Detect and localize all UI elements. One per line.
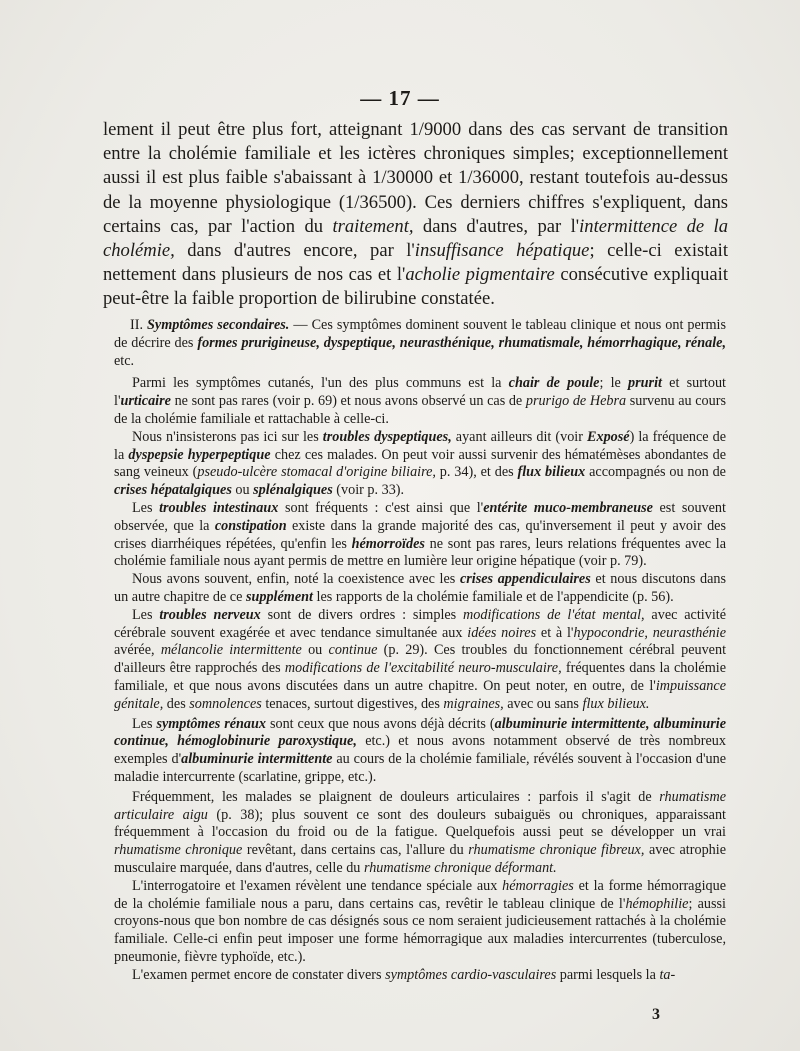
text-run: Nous n'insisterons pas ici sur les	[132, 428, 323, 445]
text-run: ou	[301, 642, 329, 659]
paragraph-cutaneous	[114, 375, 726, 428]
italic-run: mélancolie intermittente	[160, 642, 302, 659]
text-run: et nous discutons dans un autre chapitre de ce	[114, 571, 727, 605]
paragraph-hemorrhagic	[114, 878, 726, 967]
italic-run: modifications de l'excitabilité neuro-musculaire,	[284, 660, 562, 677]
italic-run: formes prurigineuse, dyspeptique, neurasthénique, rhumatismale, hémorrhagique, rénale,	[197, 334, 726, 351]
italic-run: troubles intestinaux	[159, 499, 279, 516]
text-run: (voir p. 33).	[332, 482, 405, 499]
italic-run: rhumatisme chronique déformant.	[363, 859, 557, 876]
text-run: ne sont pas rares, leurs relations fréquentes avec la cholémie familiale nous ayant permis de mettre en lumière leur origine hépatique (voir p. 79).	[114, 535, 726, 570]
text-run: consécutive expliquait peut-être la faible proportion de bilirubine constatée.	[103, 264, 728, 310]
text-run: est souvent observée, que la	[114, 499, 726, 534]
text-run: dans d'autres encore, par l'	[174, 240, 415, 262]
text-run: Les	[132, 499, 160, 516]
text-run: avec activité cérébrale souvent exagérée et avec tendance simultanée aux	[114, 606, 726, 641]
italic-run: rhumatisme chronique	[114, 842, 243, 859]
italic-run: albuminurie intermittente, albuminurie continue, hémoglobinurie paroxystique,	[114, 715, 726, 750]
paragraph-intestinal	[114, 500, 726, 571]
italic-run: idées noires	[467, 624, 537, 641]
italic-run: rhumatisme chronique fibreux,	[468, 842, 645, 859]
italic-run: splénalgiques	[253, 482, 333, 499]
paragraph-nervous	[114, 607, 726, 714]
intro-paragraph	[103, 118, 728, 312]
italic-run: chair de poule	[508, 375, 600, 392]
italic-run: Exposé	[587, 428, 630, 445]
italic-run: crises appendiculaires	[459, 571, 591, 588]
intro-text	[103, 118, 728, 312]
italic-run: prurit	[628, 375, 662, 392]
italic-run: hémophilie	[625, 895, 689, 912]
text-run: tenaces, surtout digestives, des	[261, 695, 444, 712]
text-run: dans d'autres, par l'	[413, 215, 580, 237]
body-text	[114, 317, 726, 984]
text-run: ; celle-ci existait nettement dans plusieurs de nos cas et l'	[103, 240, 728, 286]
italic-run: rhumatisme articulaire aigu	[114, 788, 726, 823]
paragraph-appendicular	[114, 571, 726, 607]
italic-run: traitement,	[332, 215, 414, 237]
text-run: ayant ailleurs dit (voir	[451, 428, 588, 445]
paragraph-renal	[114, 716, 726, 787]
text-run: p. 34), et des	[435, 464, 518, 481]
text-run: survenu au cours de la cholémie familiale et rattachable à celle-ci.	[114, 393, 726, 427]
text-run: avérée,	[114, 642, 161, 659]
italic-run: hémorroïdes	[351, 535, 425, 552]
italic-run: flux bilieux	[517, 464, 586, 481]
signature-mark: 3	[652, 1006, 660, 1023]
text-run: existe dans la grande majorité des cas, qu'inversement il peut y avoir des crises diarrhéiques répétées, qu'enfin les	[114, 517, 726, 552]
italic-run: hémorragies	[502, 877, 574, 894]
text-run: — Ces symptômes dominent souvent le tableau clinique et nous ont permis de décrire des	[114, 317, 727, 351]
text-run: sont ceux que nous avons déjà décrits (	[266, 715, 495, 732]
italic-run: prurigo de Hebra	[525, 393, 627, 410]
italic-run: albuminurie intermittente	[181, 751, 333, 768]
italic-run: pseudo-ulcère stomacal d'origine biliaire,	[197, 464, 436, 481]
text-run: et surtout l'	[114, 375, 726, 410]
text-run: (p. 38); plus souvent ce sont des douleurs subaiguës ou chroniques, apparaissant fréquemment à l'occasion du froid ou de la fatigue. Quelquefois aussi peut se développer un vrai	[114, 806, 726, 841]
text-run: Parmi les symptômes cutanés, l'un des plus communs est la	[132, 375, 509, 392]
text-run: Les	[132, 715, 157, 732]
italic-run: impuissance génitale,	[114, 677, 726, 712]
italic-run: crises hépatalgiques	[114, 482, 232, 499]
italic-run: constipation	[214, 517, 287, 534]
text-run: avec ou sans	[503, 695, 583, 712]
text-run: et la forme hémorragique de la cholémie familiale nous a paru, dans certains cas, revêtir le tableau clinique de l'	[114, 877, 726, 912]
italic-run: supplément	[245, 588, 313, 605]
italic-run: continue	[328, 642, 378, 659]
text-run: etc.	[114, 352, 135, 369]
text-run: et à l'	[536, 624, 574, 641]
section-title: Symptômes secondaires.	[147, 317, 290, 333]
paragraph-articular	[114, 789, 726, 878]
text-run: fréquentes dans la cholémie familiale, et que nous avons discutées dans un autre chapitre. On peut noter, en outre, de l'	[114, 660, 727, 694]
text-run: (p. 29). Ces troubles du fonctionnement cérébral peuvent d'ailleurs être rapprochés des	[114, 642, 727, 677]
text-run: ou	[231, 482, 254, 499]
italic-run: ta-	[659, 966, 676, 983]
text-run: Les	[132, 606, 160, 623]
text-run: L'interrogatoire et l'examen révèlent une tendance spéciale aux	[132, 877, 503, 894]
italic-run: migraines,	[443, 695, 504, 712]
text-run: sont de divers ordres : simples	[260, 606, 464, 623]
italic-run: intermittence de la cholémie,	[103, 215, 728, 262]
text-run: chez ces malades. On peut voir aussi survenir des hématémèses abondantes de sang veineux (	[114, 446, 726, 481]
text-run: revêtant, dans certains cas, l'allure du	[242, 842, 469, 859]
text-run: ; aussi croyons-nous que bon nombre de cas désignés sous ce nom seraient judicieusement rattachés à la cholémie familiale. Celle-ci enfin peut imposer une forme hémorragique aux maladies intercurrentes (tuberculose, pneumonie, fièvre typhoïde, etc.).	[114, 895, 726, 965]
italic-run: hypocondrie, neurasthénie	[573, 624, 727, 641]
text-run: ; le	[599, 375, 629, 392]
italic-run: troubles nerveux	[159, 606, 261, 623]
paragraph-cardiovascular	[114, 967, 726, 985]
text-run: des	[163, 695, 190, 712]
section-heading-paragraph	[114, 317, 726, 370]
italic-run: urticaire	[120, 393, 171, 410]
italic-run: acholie pigmentaire	[405, 264, 555, 286]
text-run: L'examen permet encore de constater divers	[132, 966, 386, 983]
italic-run: flux bilieux.	[582, 695, 650, 712]
text-run: au cours de la cholémie familiale, révélés souvent à l'occasion d'une maladie intercurrente (scarlatine, grippe, etc.).	[114, 751, 726, 785]
text-run: parmi lesquels la	[556, 966, 660, 983]
italic-run: entérite muco-membraneuse	[483, 499, 653, 516]
text-run: Fréquemment, les malades se plaignent de douleurs articulaires : parfois il s'agit de	[132, 788, 660, 805]
text-run: ne sont pas rares (voir p. 69) et nous avons observé un cas de	[170, 393, 526, 410]
text-run: accompagnés ou non de	[585, 464, 726, 481]
italic-run: symptômes cardio-vasculaires	[385, 966, 557, 983]
paragraph-dyspeptic	[114, 429, 726, 500]
text-run: lement il peut être plus fort, atteignant 1/9000 dans des cas servant de transition entre la cholémie familiale et les ictères chroniques simples; exceptionnellement aussi il est plus faible s'abaissant à 1/30000 et 1/36000, restant toutefois au-dessus de la moyenne physiologique (1/36500). Ces derniers chiffres s'expliquent, dans certains cas, par l'action du	[103, 119, 728, 237]
text-run: etc.) et nous avons notamment observé de très nombreux exemples d'	[114, 733, 726, 768]
text-run: Nous avons souvent, enfin, noté la coexistence avec les	[132, 571, 460, 588]
italic-run: somnolences	[189, 695, 262, 712]
italic-run: modifications de l'état mental,	[463, 606, 645, 623]
italic-run: symptômes rénaux	[156, 715, 267, 732]
text-run: sont fréquents : c'est ainsi que l'	[278, 499, 484, 516]
text-run: les rapports de la cholémie familiale et de l'appendicite (p. 56).	[312, 588, 674, 605]
italic-run: dyspepsie hyperpeptique	[128, 446, 271, 463]
text-run: ) la fréquence de la	[114, 428, 726, 463]
text-run: avec atrophie musculaire marquée, dans d'autres, celle du	[114, 842, 726, 876]
page-number: — 17 —	[360, 86, 440, 110]
italic-run: insuffisance hépatique	[414, 240, 590, 262]
italic-run: troubles dyspeptiques,	[322, 428, 452, 445]
text-run: II.	[130, 317, 148, 333]
